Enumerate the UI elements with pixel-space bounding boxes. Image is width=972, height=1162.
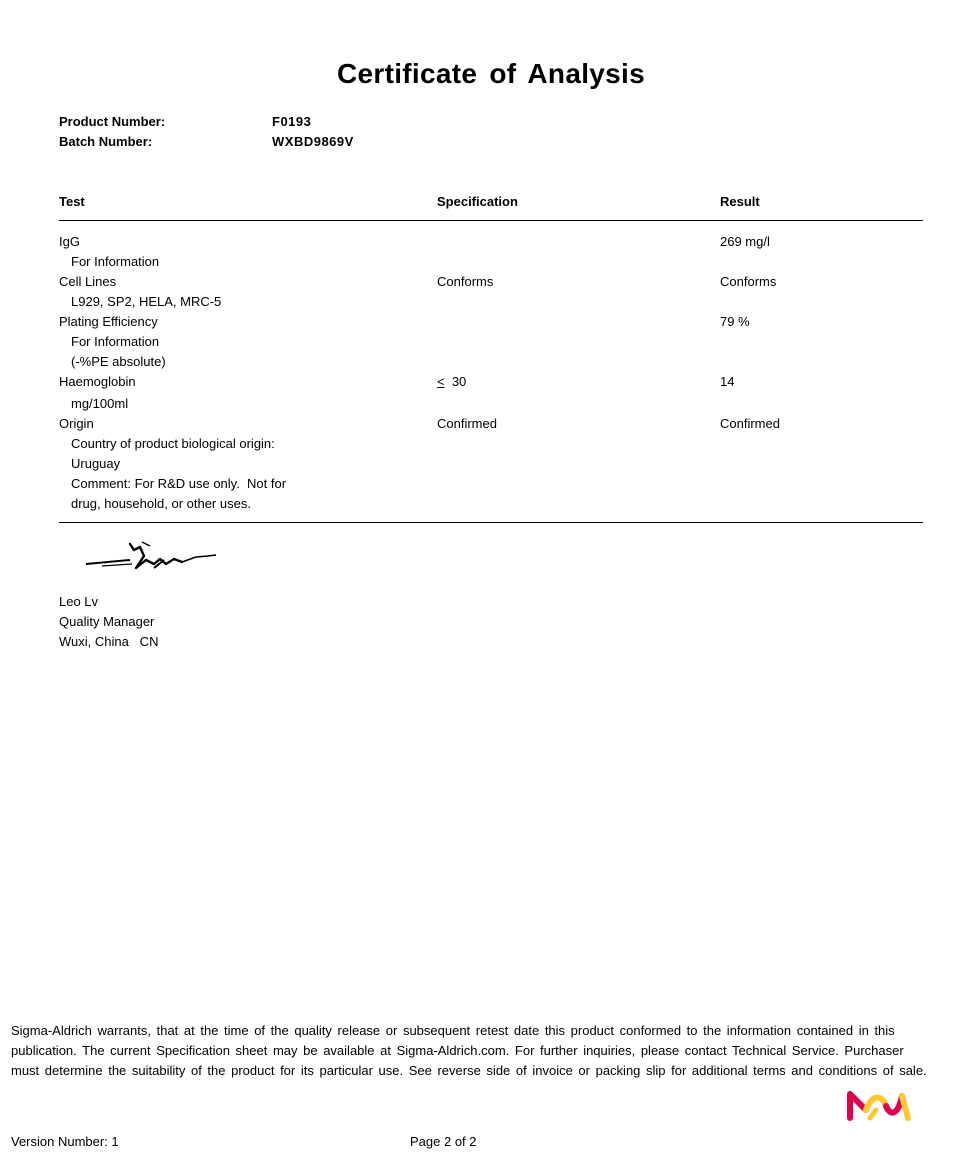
test-detail: L929, SP2, HELA, MRC-5 bbox=[71, 294, 222, 309]
table-row bbox=[0, 416, 972, 436]
test-result: Conforms bbox=[720, 274, 777, 289]
test-detail: mg/100ml bbox=[71, 396, 129, 411]
table-row-detail bbox=[0, 254, 972, 274]
table-row-detail bbox=[0, 436, 972, 456]
test-detail: For Information bbox=[71, 254, 160, 269]
table-bottom-divider bbox=[59, 522, 923, 523]
test-detail: Uruguay bbox=[71, 456, 121, 471]
test-result: 79 % bbox=[720, 314, 750, 329]
test-name: Origin bbox=[59, 416, 94, 431]
table-row-detail bbox=[0, 456, 972, 476]
test-name: Cell Lines bbox=[59, 274, 117, 289]
test-detail: Comment: For R&D use only. Not for bbox=[71, 476, 287, 491]
version-number: Version Number: 1 bbox=[11, 1134, 119, 1149]
table-row-detail bbox=[0, 476, 972, 496]
test-result: 269 mg/l bbox=[720, 234, 770, 249]
table-row bbox=[0, 234, 972, 254]
test-detail: Country of product biological origin: bbox=[71, 436, 275, 451]
test-detail: For Information bbox=[71, 334, 160, 349]
test-detail: (-%PE absolute) bbox=[71, 354, 166, 369]
table-row-detail bbox=[0, 334, 972, 354]
test-result: 14 bbox=[720, 374, 735, 389]
test-name: Plating Efficiency bbox=[59, 314, 158, 329]
signatory-role: Quality Manager bbox=[59, 614, 155, 629]
header-divider bbox=[59, 220, 923, 221]
test-specification: Conforms bbox=[437, 274, 494, 289]
batch-number-value: WXBD9869V bbox=[272, 134, 354, 149]
warranty-text: Sigma-Aldrich warrants, that at the time of the quality release or subsequent retest date this product conformed to the information contained in this publication. The current Specification sheet may be available at Sigma-Aldrich.com. For further inquiries, please contact Technical Service. Purchaser must determine the suitability of the product for its particular use. See reverse side of invoice or packing slip for additional terms and conditions of sale. bbox=[11, 1023, 927, 1078]
merck-logo-icon bbox=[846, 1088, 912, 1122]
signature-image bbox=[84, 540, 220, 574]
less-than-or-equal-symbol: < bbox=[437, 374, 445, 389]
table-row bbox=[0, 274, 972, 294]
table-row-detail bbox=[0, 396, 972, 416]
header-test: Test bbox=[59, 194, 85, 209]
test-specification: Confirmed bbox=[437, 416, 497, 431]
header-result: Result bbox=[720, 194, 760, 209]
table-row bbox=[0, 374, 972, 394]
signatory-name: Leo Lv bbox=[59, 594, 99, 609]
specification-value: 30 bbox=[451, 374, 467, 389]
product-number-label: Product Number: bbox=[59, 114, 166, 129]
test-result: Confirmed bbox=[720, 416, 780, 431]
product-number-value: F0193 bbox=[272, 114, 312, 129]
table-header bbox=[0, 194, 972, 214]
table-row-detail bbox=[0, 294, 972, 314]
test-name: Haemoglobin bbox=[59, 374, 136, 389]
page-number: Page 2 of 2 bbox=[410, 1134, 477, 1149]
batch-number-label: Batch Number: bbox=[59, 134, 153, 149]
test-name: IgG bbox=[59, 234, 80, 249]
test-specification bbox=[437, 374, 466, 389]
table-row bbox=[0, 314, 972, 334]
header-specification: Specification bbox=[437, 194, 518, 209]
signatory-location: Wuxi, China CN bbox=[59, 634, 159, 649]
page-title: Certificate of Analysis bbox=[337, 58, 645, 89]
table-row-detail bbox=[0, 354, 972, 374]
table-row-detail bbox=[0, 496, 972, 516]
test-detail: drug, household, or other uses. bbox=[71, 496, 251, 511]
